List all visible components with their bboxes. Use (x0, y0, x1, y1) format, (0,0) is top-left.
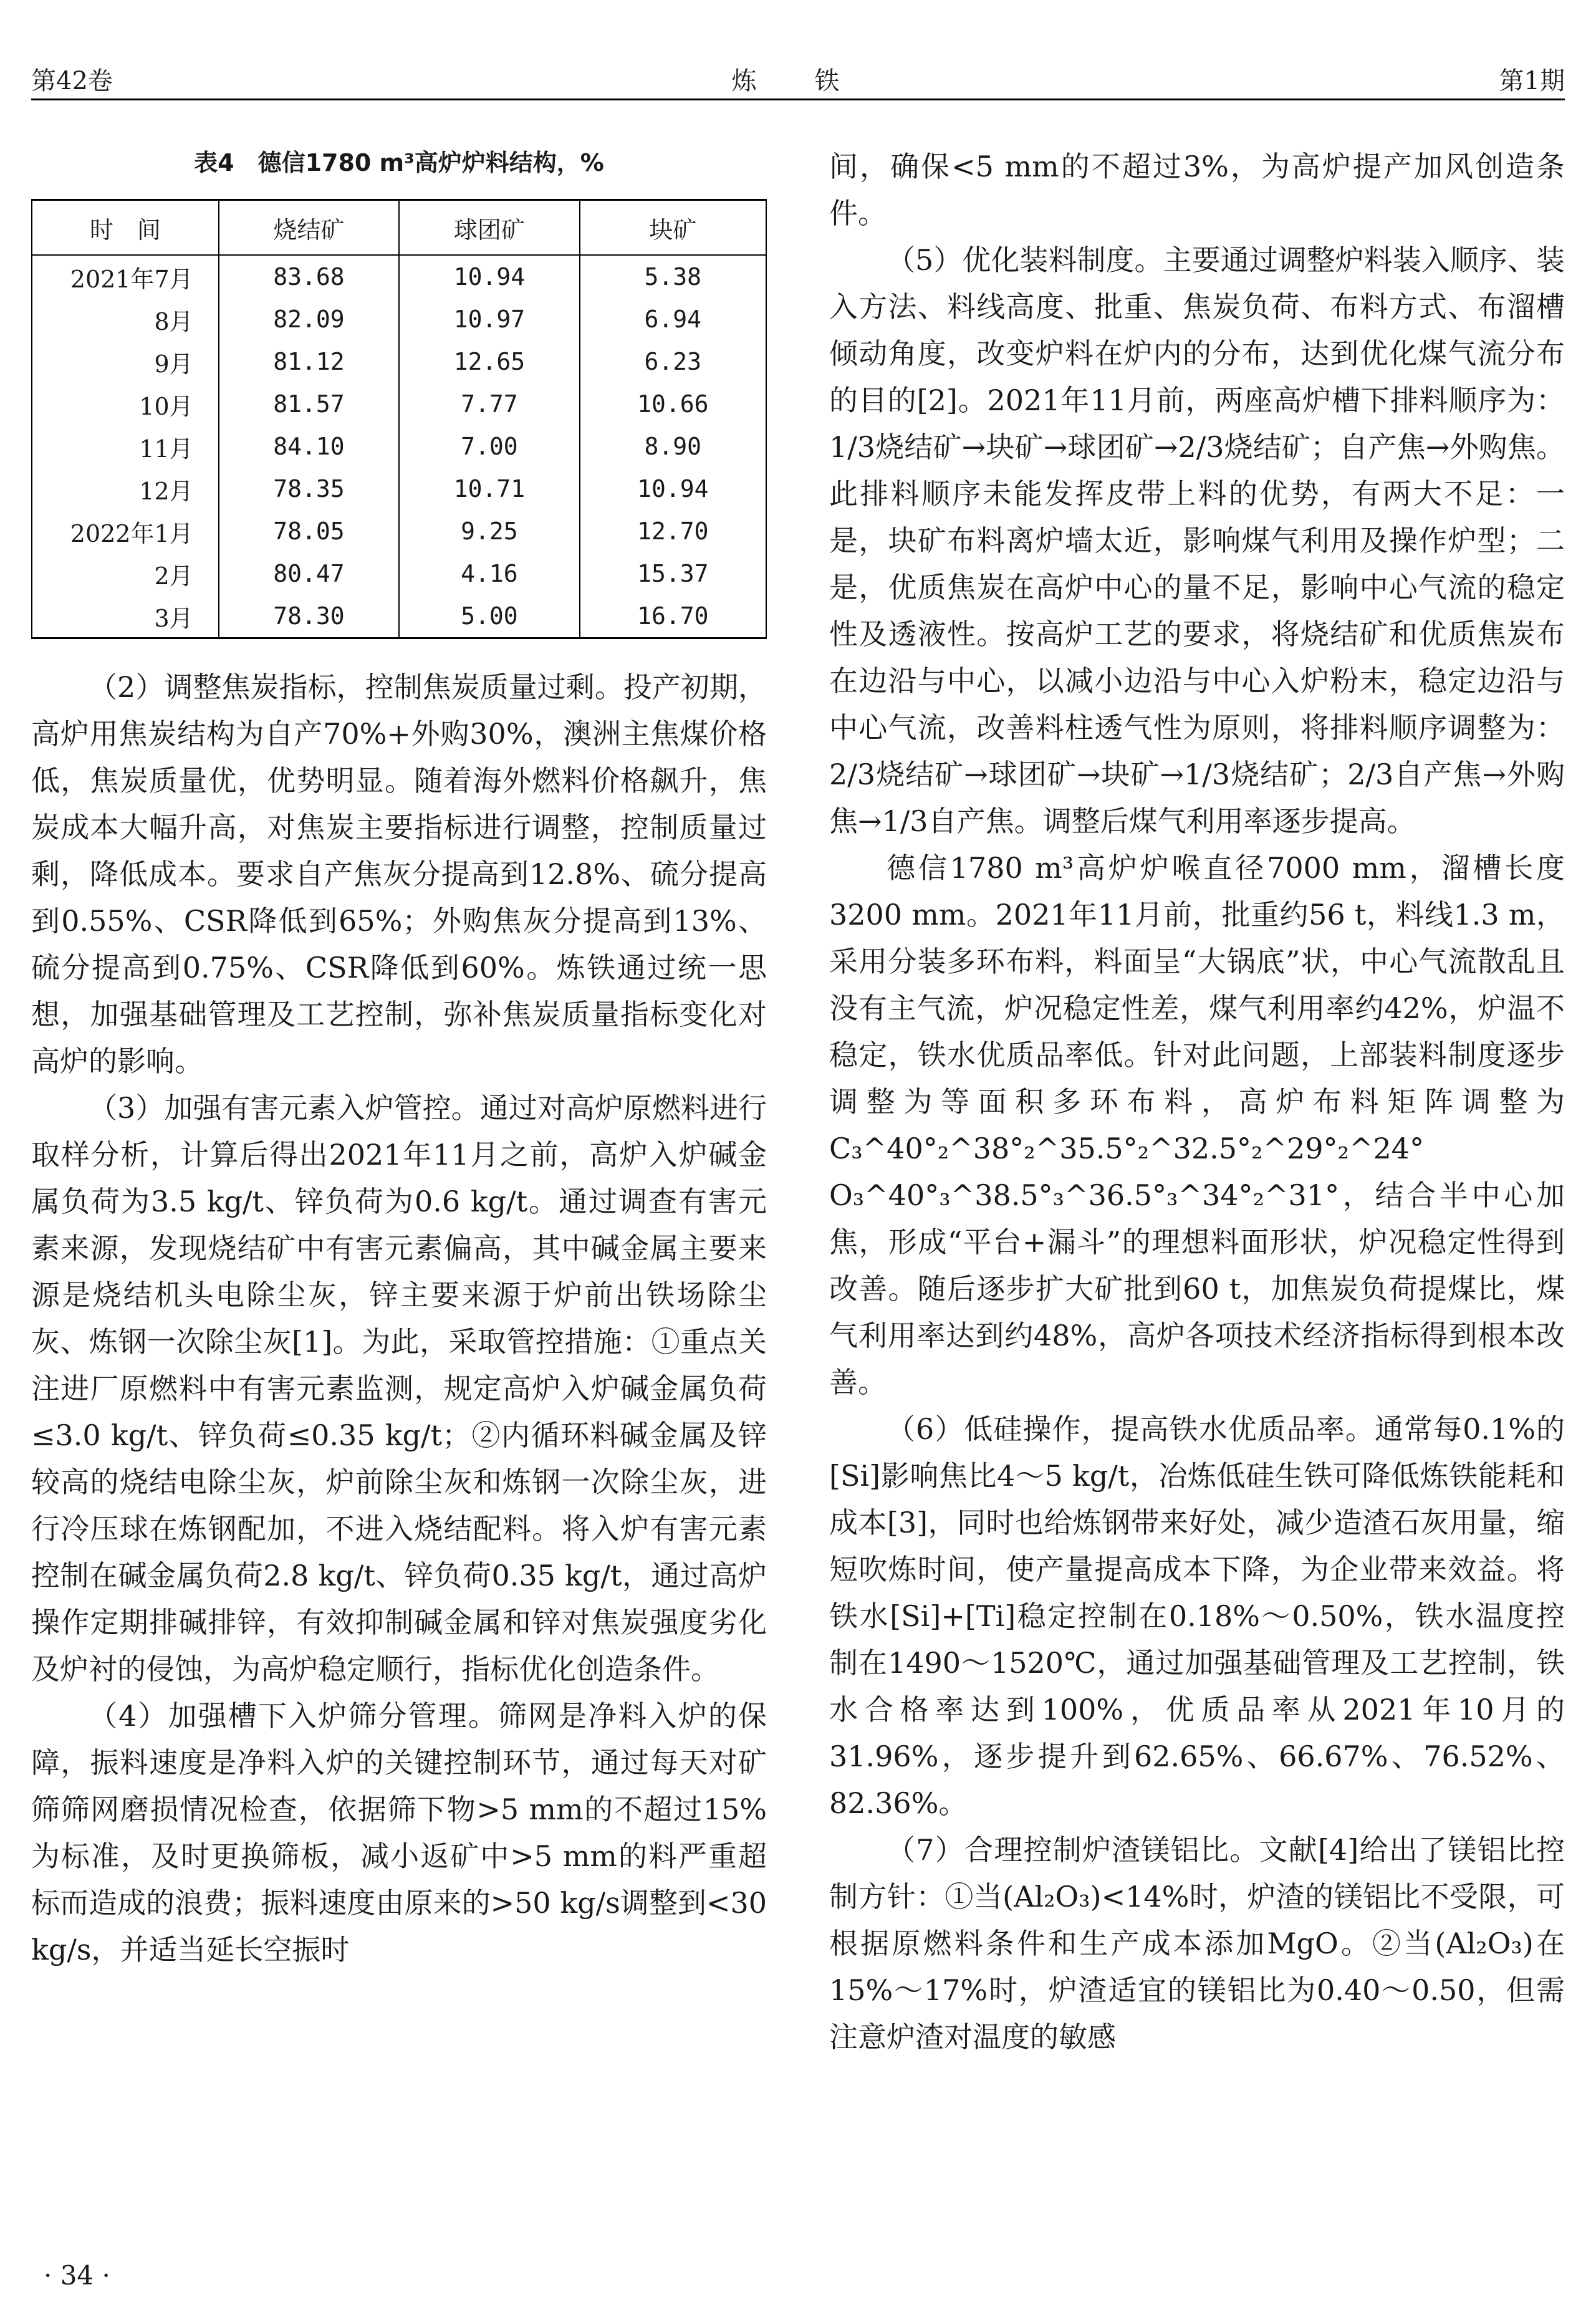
body-paragraph: （5）优化装料制度。主要通过调整炉料装入顺序、装入方法、料线高度、批重、焦炭负荷、布料方式、布溜槽倾动角度，改变炉料在炉内的分布，达到优化煤气流分布的目的[2]。2021年11月前，两座高炉槽下排料顺序为：1/3烧结矿→块矿→球团矿→2/3烧结矿；自产焦→外购焦。此排料顺序未能发挥皮带上料的优势，有两大不足：一是，块矿布料离炉墙太近，影响煤气利用及操作炉型；二是，优质焦炭在高炉中心的量不足，影响中心气流的稳定性及透液性。按高炉工艺的要求，将烧结矿和优质焦炭布在边沿与中心，以减小边沿与中心入炉粉末，稳定边沿与中心气流，改善料柱透气性为原则，将排料顺序调整为：2/3烧结矿→球团矿→块矿→1/3烧结矿；2/3自产焦→外购焦→1/3自产焦。调整后煤气利用率逐步提高。 (829, 243, 1565, 838)
row-lump-cell: 6.94 (580, 298, 766, 340)
page-number: · 34 · (44, 2260, 110, 2291)
body-paragraph: （2）调整焦炭指标，控制焦炭质量过剩。投产初期，高炉用焦炭结构为自产70%+外购30%，澳洲主焦煤价格低，焦炭质量优，优势明显。随着海外燃料价格飙升，焦炭成本大幅升高，对焦炭主要指标进行调整，控制质量过剩，降低成本。要求自产焦灰分提高到12.8%、硫分提高到0.55%、CSR降低到65%；外购焦灰分提高到13%、硫分提高到0.75%、CSR降低到60%。炼铁通过统一思想，加强基础管理及工艺控制，弥补焦炭质量指标变化对高炉的影响。 (31, 670, 767, 1078)
table-caption: 表4 德信1780 m³高炉炉料结构，% (194, 149, 604, 176)
table-header-row (32, 200, 766, 256)
row-lump-cell: 16.70 (580, 595, 766, 638)
row-time-cell: 3月 (32, 595, 219, 638)
row-time-cell: 9月 (32, 340, 219, 383)
row-time-cell: 10月 (32, 383, 219, 425)
table-row (32, 298, 766, 340)
body-paragraph: 间，确保<5 mm的不超过3%，为高炉提产加风创造条件。 (829, 150, 1565, 230)
row-pellet-cell: 5.00 (399, 595, 579, 638)
row-sinter-cell: 84.10 (219, 425, 399, 468)
right-column (829, 143, 1565, 2061)
body-paragraph: （4）加强槽下入炉筛分管理。筛网是净料入炉的保障，振料速度是净料入炉的关键控制环节，通过每天对矿筛筛网磨损情况检查，依据筛下物>5 mm的不超过15%为标准，及时更换筛板，减小返矿中>5 mm的料严重超标而造成的浪费；振料速度由原来的>50 kg/s调整到<30 kg/s，并适当延长空振时 (31, 1699, 767, 1966)
row-pellet-cell: 10.71 (399, 468, 579, 510)
row-lump-cell: 10.66 (580, 383, 766, 425)
header-pellet: 球团矿 (399, 200, 579, 256)
row-pellet-cell: 7.77 (399, 383, 579, 425)
row-pellet-cell: 7.00 (399, 425, 579, 468)
row-lump-cell: 12.70 (580, 510, 766, 552)
row-time-cell: 11月 (32, 425, 219, 468)
table-row (32, 340, 766, 383)
row-time-cell: 8月 (32, 298, 219, 340)
body-paragraph: （7）合理控制炉渣镁铝比。文献[4]给出了镁铝比控制方针：①当(Al₂O₃)<14%时，炉渣的镁铝比不受限，可根据原燃料条件和生产成本添加MgO。②当(Al₂O₃)在15%～17%时，炉渣适宜的镁铝比为0.40～0.50，但需注意炉渣对温度的敏感 (829, 1833, 1565, 2054)
body-paragraph: （6）低硅操作，提高铁水优质品率。通常每0.1%的[Si]影响焦比4～5 kg/t，冶炼低硅生铁可降低炼铁能耗和成本[3]，同时也给炼钢带来好处，减少造渣石灰用量，缩短吹炼时间，使产量提高成本下降，为企业带来效益。将铁水[Si]+[Ti]稳定控制在0.18%～0.50%，铁水温度控制在1490～1520℃，通过加强基础管理及工艺控制，铁水合格率达到100%，优质品率从2021年10月的31.96%，逐步提升到62.65%、66.67%、76.52%、82.36%。 (829, 1412, 1565, 1820)
table-row (32, 510, 766, 552)
table-row (32, 552, 766, 595)
row-time-cell: 2021年7月 (32, 255, 219, 298)
journal-title: 炼 铁 (731, 67, 865, 95)
row-lump-cell: 5.38 (580, 255, 766, 298)
header-lump: 块矿 (580, 200, 766, 256)
row-time-cell: 2月 (32, 552, 219, 595)
row-lump-cell: 8.90 (580, 425, 766, 468)
row-sinter-cell: 83.68 (219, 255, 399, 298)
volume-label: 第42卷 (31, 67, 113, 95)
running-header (31, 61, 1565, 100)
table-row (32, 468, 766, 510)
row-time-cell: 12月 (32, 468, 219, 510)
table-row (32, 595, 766, 638)
body-paragraph: （3）加强有害元素入炉管控。通过对高炉原燃料进行取样分析，计算后得出2021年11月之前，高炉入炉碱金属负荷为3.5 kg/t、锌负荷为0.6 kg/t。通过调查有害元素来源，发现烧结矿中有害元素偏高，其中碱金属主要来源是烧结机头电除尘灰，锌主要来源于炉前出铁场除尘灰、炼钢一次除尘灰[1]。为此，采取管控措施：①重点关注进厂原燃料中有害元素监测，规定高炉入炉碱金属负荷≤3.0 kg/t、锌负荷≤0.35 kg/t；②内循环料碱金属及锌较高的烧结电除尘灰，炉前除尘灰和炼钢一次除尘灰，进行冷压球在炼钢配加，不进入烧结配料。将入炉有害元素控制在碱金属负荷2.8 kg/t、锌负荷0.35 kg/t，通过高炉操作定期排碱排锌，有效抑制碱金属和锌对焦炭强度劣化及炉衬的侵蚀，为高炉稳定顺行，指标优化创造条件。 (31, 1091, 767, 1686)
row-pellet-cell: 9.25 (399, 510, 579, 552)
body-paragraph: 德信1780 m³高炉炉喉直径7000 mm，溜槽长度3200 mm。2021年11月前，批重约56 t，料线1.3 m，采用分装多环布料，料面呈“大锅底”状，中心气流散乱且没有主气流，炉况稳定性差，煤气利用率约42%，炉温不稳定，铁水优质品率低。针对此问题，上部装料制度逐步调整为等面积多环布料，高炉布料矩阵调整为C₃^40°₂^38°₂^35.5°₂^32.5°₂^29°₂^24° O₃^40°₃^38.5°₃^36.5°₃^34°₂^31°，结合半中心加焦，形成“平台+漏斗”的理想料面形状，炉况稳定性得到改善。随后逐步扩大矿批到60 t，加焦炭负荷提煤比，煤气利用率达到约48%，高炉各项技术经济指标得到根本改善。 (829, 851, 1565, 1399)
table-row (32, 425, 766, 468)
burden-structure-table (31, 199, 767, 639)
row-lump-cell: 15.37 (580, 552, 766, 595)
row-pellet-cell: 12.65 (399, 340, 579, 383)
row-sinter-cell: 78.30 (219, 595, 399, 638)
row-sinter-cell: 78.35 (219, 468, 399, 510)
left-column (31, 143, 767, 1973)
left-body-text (31, 664, 767, 1973)
issue-label: 第1期 (1499, 67, 1565, 95)
row-pellet-cell: 10.97 (399, 298, 579, 340)
table-row (32, 255, 766, 298)
header-time: 时 间 (32, 200, 219, 256)
row-lump-cell: 6.23 (580, 340, 766, 383)
row-sinter-cell: 80.47 (219, 552, 399, 595)
row-sinter-cell: 78.05 (219, 510, 399, 552)
row-sinter-cell: 81.12 (219, 340, 399, 383)
row-sinter-cell: 81.57 (219, 383, 399, 425)
row-sinter-cell: 82.09 (219, 298, 399, 340)
right-body-text (829, 143, 1565, 2061)
row-lump-cell: 10.94 (580, 468, 766, 510)
header-sinter: 烧结矿 (219, 200, 399, 256)
row-time-cell: 2022年1月 (32, 510, 219, 552)
row-pellet-cell: 4.16 (399, 552, 579, 595)
row-pellet-cell: 10.94 (399, 255, 579, 298)
table-row (32, 383, 766, 425)
table-body (32, 255, 766, 638)
